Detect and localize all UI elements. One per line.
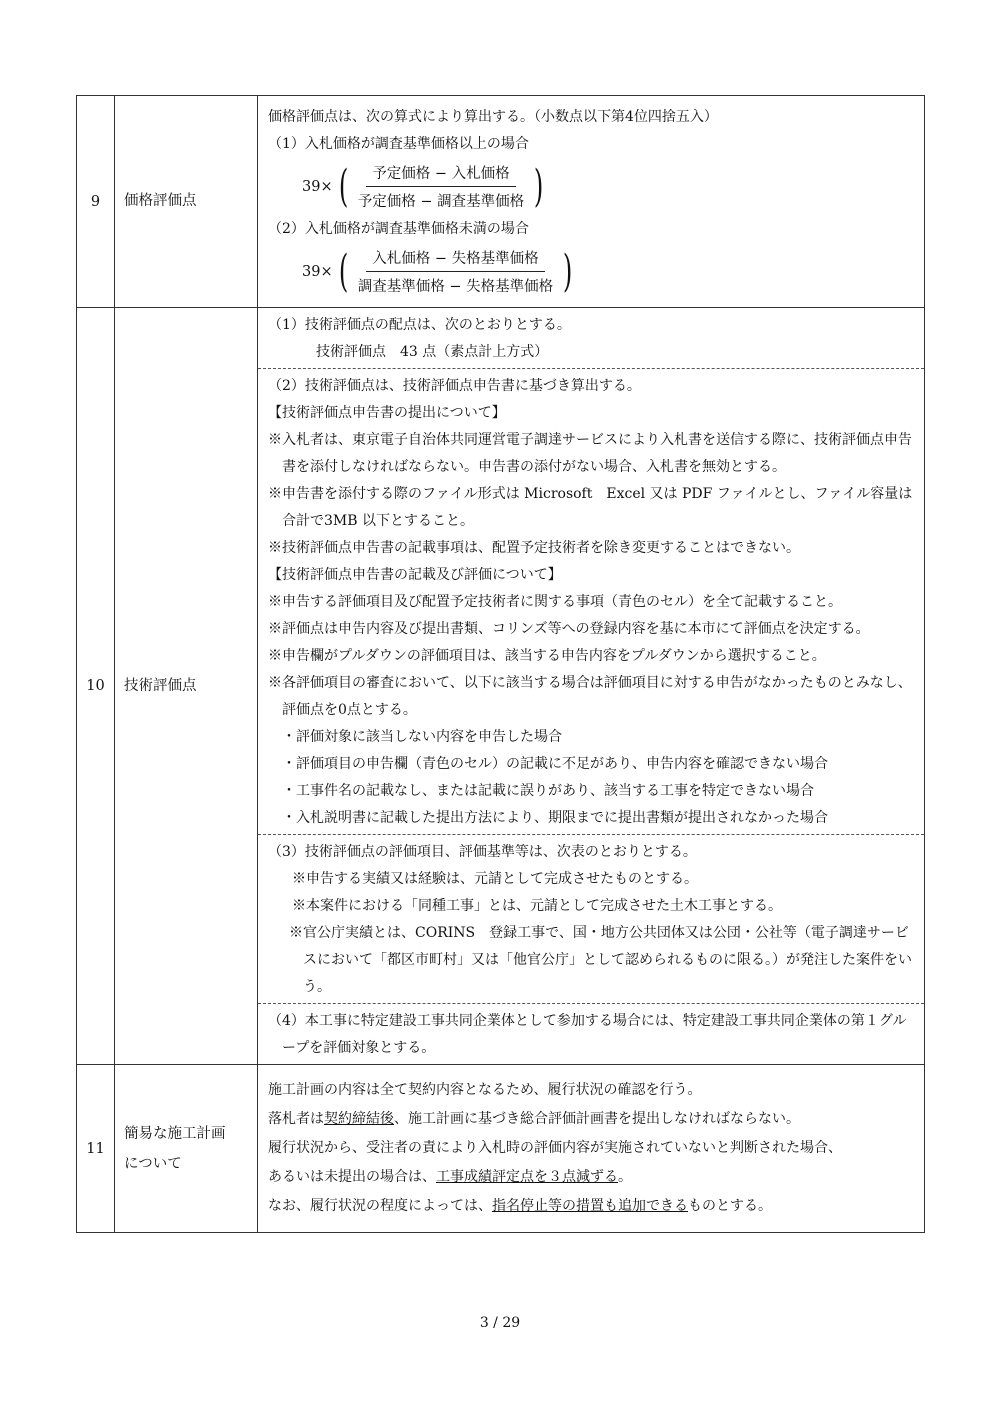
page-number: 3 / 29 [479,1315,521,1331]
price-case1: （1）入札価格が調査基準価格以上の場合 [268,135,529,152]
text: 。 [618,1169,632,1185]
text: 落札者は [268,1111,324,1127]
underlined-text: 指名停止等の措置も追加できる [492,1198,688,1214]
formula-multiplier: 39× [302,178,333,195]
price-case2: （2）入札価格が調査基準価格未満の場合 [268,220,529,237]
section-4 [258,1004,924,1064]
section-text: （4）本工事に特定建設工事共同企業体として参加する場合には、特定建設工事共同企業体の第１グループを評価対象とする。 [268,1013,907,1056]
section-detail: 技術評価点 43 点（素点計上方式） [316,344,549,360]
table-row [77,308,925,1065]
text: 、施工計画に基づき総合評価計画書を提出しなければならない。 [394,1111,800,1127]
right-paren: ) [563,245,573,297]
price-intro: 価格評価点は、次の算式により算出する。（小数点以下第4位四捨五入） [268,108,718,125]
row-content [258,308,925,1065]
text: なお、履行状況の程度によっては、 [268,1198,492,1214]
evaluation-table [76,95,925,1233]
note: ※申告欄がプルダウンの評価項目は、該当する申告内容をプルダウンから選択すること。 [268,648,826,664]
text: ものとする。 [688,1198,772,1214]
row-number: 11 [77,1065,115,1233]
section-2 [258,369,924,835]
row-item: 技術評価点 [115,308,258,1065]
section-3 [258,835,924,1004]
subheading: 【技術評価点申告書の提出について】 [268,405,506,421]
numerator: 予定価格 − 入札価格 [366,162,515,187]
table-row [77,96,925,308]
numerator: 入札価格 − 失格基準価格 [366,247,544,272]
plan-line [258,1163,924,1192]
plan-line: 履行状況から、受注者の責により入札時の評価内容が実施されていないと判断された場合、 [268,1140,842,1156]
section-1 [258,308,924,369]
text: あるいは未提出の場合は、 [268,1169,436,1185]
row-content [258,96,925,308]
left-paren: ( [338,160,348,212]
fraction [352,162,530,211]
formula-1 [258,158,924,216]
row-content [258,1065,925,1233]
note: ※技術評価点申告書の記載事項は、配置予定技術者を除き変更することはできない。 [268,540,800,556]
item-line: について [124,1155,182,1172]
bullet-item: ・入札説明書に記載した提出方法により、期限までに提出書類が提出されなかった場合 [282,810,828,826]
note: ※各評価項目の審査において、以下に該当する場合は評価項目に対する申告がなかったものとみなし、評価点を0点とする。 [268,675,912,718]
note: ※申告書を添付する際のファイル形式は Microsoft Excel 又は PDF ファイルとし、ファイル容量は合計で3MB 以下とすること。 [268,486,913,529]
bullet-item: ・評価対象に該当しない内容を申告した場合 [282,729,562,745]
note: ※本案件における「同種工事」とは、元請として完成させた土木工事とする。 [292,898,782,914]
section-title: （3）技術評価点の評価項目、評価基準等は、次表のとおりとする。 [268,844,697,860]
left-paren: ( [338,245,348,297]
row-item: 価格評価点 [115,96,258,308]
denominator: 調査基準価格 − 失格基準価格 [357,279,554,295]
note: ※入札者は、東京電子自治体共同運営電子調達サービスにより入札書を送信する際に、技術評価点申告書を添付しなければならない。申告書の添付がない場合、入札書を無効とする。 [268,432,912,475]
note: ※申告する評価項目及び配置予定技術者に関する事項（青色のセル）を全て記載すること。 [268,594,842,610]
row-item [115,1065,258,1233]
bullet-item: ・工事件名の記載なし、または記載に誤りがあり、該当する工事を特定できない場合 [282,783,814,799]
table-row [77,1065,925,1233]
right-paren: ) [534,160,544,212]
section-title: （2）技術評価点は、技術評価点申告書に基づき算出する。 [268,378,641,394]
note: ※評価点は申告内容及び提出書類、コリンズ等への登録内容を基に本市にて評価点を決定する。 [268,621,870,637]
underlined-text: 契約締結後 [324,1111,394,1127]
note: ※官公庁実績とは、CORINS 登録工事で、国・地方公共団体又は公団・公社等（電子調達サービスにおいて「都区市町村」又は「他官公庁」として認められるものに限る。）が発注した案件をいう。 [289,925,912,995]
subheading: 【技術評価点申告書の記載及び評価について】 [268,567,562,583]
plan-line: 施工計画の内容は全て契約内容となるため、履行状況の確認を行う。 [268,1082,702,1098]
note: ※申告する実績又は経験は、元請として完成させたものとする。 [292,871,698,887]
plan-line [258,1192,924,1221]
underlined-text: 工事成績評定点を３点減ずる [436,1169,618,1185]
denominator: 予定価格 − 調査基準価格 [357,194,525,210]
bullet-item: ・評価項目の申告欄（青色のセル）の記載に不足があり、申告内容を確認できない場合 [282,756,828,772]
formula-multiplier: 39× [302,263,333,280]
section-title: （1）技術評価点の配点は、次のとおりとする。 [268,317,571,333]
row-number: 10 [77,308,115,1065]
row-number: 9 [77,96,115,308]
fraction [352,247,559,296]
plan-line [258,1105,924,1134]
formula-2 [258,243,924,301]
item-line: 簡易な施工計画 [124,1125,226,1142]
